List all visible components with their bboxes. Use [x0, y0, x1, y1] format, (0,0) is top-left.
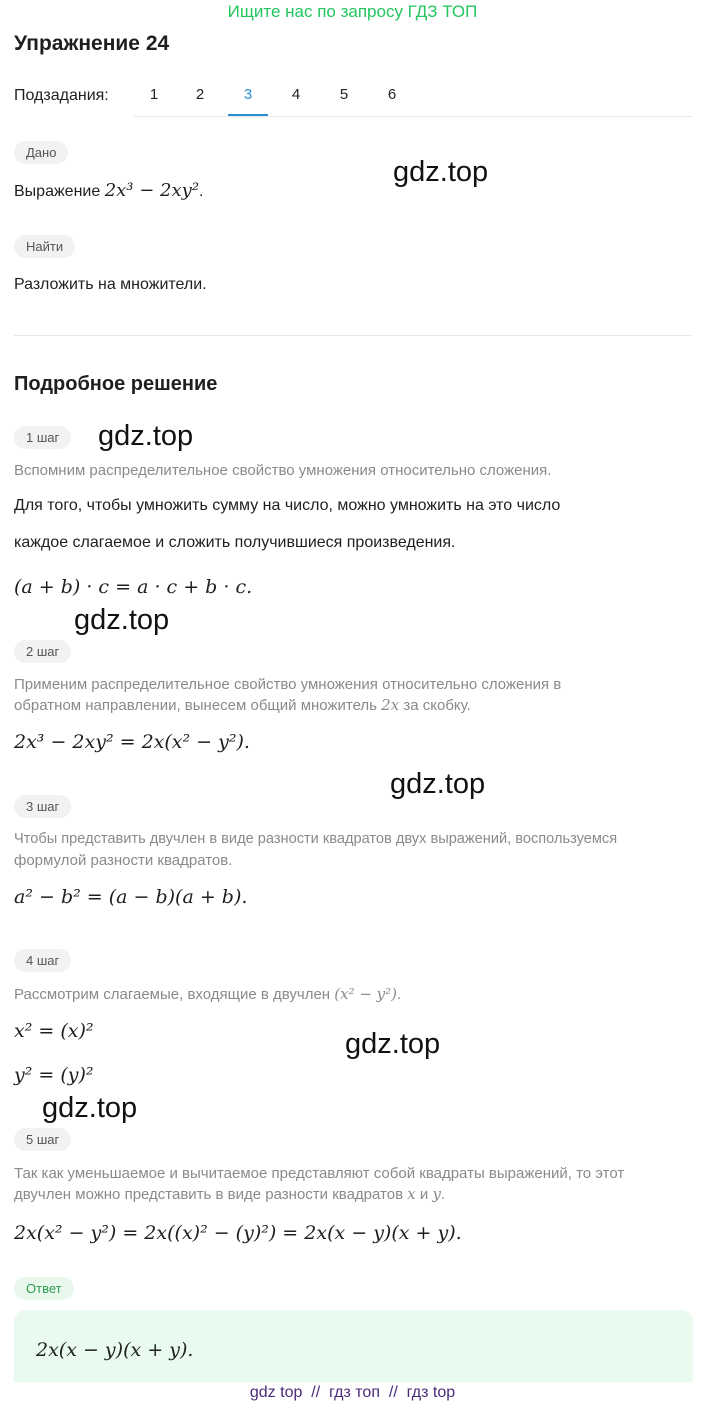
step-4-note-math: (x² − y²)	[334, 985, 398, 1003]
step-4-formula-1: x² = (x)²	[14, 1020, 94, 1042]
answer-chip-wrap	[14, 1277, 74, 1300]
tab-subtask-3[interactable]: 3	[243, 86, 253, 103]
footer-links[interactable]: gdz top // гдз топ // гдз top	[249, 1384, 456, 1401]
step-2-chip-wrap	[14, 640, 71, 663]
step-5-note-line1: Так как уменьшаемое и вычитаемое представляют собой квадраты выражений, то этот	[14, 1165, 625, 1182]
step-3-note-line2: формулой разности квадратов.	[14, 852, 233, 869]
answer-chip: Ответ	[14, 1277, 74, 1300]
tab-subtask-2[interactable]: 2	[195, 86, 205, 103]
step-2-note-prefix: обратном направлении, вынесем общий множитель	[14, 697, 377, 714]
step-4-note-prefix: Рассмотрим слагаемые, входящие в двучлен	[14, 986, 331, 1003]
step-2-note-line1: Применим распределительное свойство умножения относительно сложения в	[14, 676, 562, 693]
step-5-note-y: y	[432, 1185, 441, 1203]
step-5-chip: 5 шаг	[14, 1128, 71, 1151]
step-2-note-math: 2x	[381, 696, 400, 714]
find-chip: Найти	[14, 235, 75, 258]
tab-subtask-1[interactable]: 1	[149, 86, 159, 103]
tab-subtask-6[interactable]: 6	[387, 86, 397, 103]
tab-subtask-4[interactable]: 4	[291, 86, 301, 103]
find-text: Разложить на множители.	[14, 276, 207, 293]
step-5-note-and: и	[419, 1186, 429, 1203]
step-5-note-x: x	[407, 1185, 416, 1203]
promo-banner[interactable]: Ищите нас по запросу ГДЗ ТОП	[227, 2, 478, 21]
step-1-formula: (a + b) · c = a · c + b · c.	[14, 576, 253, 598]
watermark-1: gdz.top	[393, 156, 489, 188]
step-1-chip: 1 шаг	[14, 426, 71, 449]
step-4-chip-wrap	[14, 949, 71, 972]
step-5-chip-wrap	[14, 1128, 71, 1151]
given-text	[14, 180, 204, 201]
watermark-3: gdz.top	[74, 604, 170, 636]
step-4-note	[14, 984, 401, 1005]
step-1-text-line1: Для того, чтобы умножить сумму на число, можно умножить на это число	[14, 497, 561, 514]
active-tab-indicator	[228, 114, 268, 116]
subtasks-label: Подзадания:	[14, 87, 109, 104]
tab-subtask-5[interactable]: 5	[339, 86, 349, 103]
step-3-formula: a² − b² = (a − b)(a + b).	[14, 886, 248, 908]
watermark-6: gdz.top	[42, 1092, 138, 1124]
section-divider	[14, 335, 692, 336]
watermark-5: gdz.top	[345, 1028, 441, 1060]
given-prefix: Выражение	[14, 183, 101, 200]
given-chip-wrap	[14, 141, 68, 164]
step-2-note-suffix: за скобку.	[403, 697, 471, 714]
step-3-chip: 3 шаг	[14, 795, 71, 818]
step-1-text-line2: каждое слагаемое и сложить получившиеся произведения.	[14, 534, 456, 551]
step-2-formula: 2x³ − 2xy² = 2x(x² − y²).	[14, 731, 250, 753]
step-1-note: Вспомним распределительное свойство умножения относительно сложения.	[14, 462, 552, 479]
page-title: Упражнение 24	[14, 32, 170, 55]
given-suffix: .	[199, 183, 204, 200]
tabs-divider	[134, 116, 692, 117]
solution-title: Подробное решение	[14, 373, 218, 395]
step-5-note-prefix: двучлен можно представить в виде разности квадратов	[14, 1186, 404, 1203]
watermark-2: gdz.top	[98, 420, 194, 452]
find-chip-wrap	[14, 235, 75, 258]
step-1-chip-wrap	[14, 426, 71, 449]
watermark-4: gdz.top	[390, 768, 486, 800]
step-5-formula: 2x(x² − y²) = 2x((x)² − (y)²) = 2x(x − y)(x + y).	[14, 1222, 462, 1244]
step-5-note-line2	[14, 1184, 445, 1205]
step-2-chip: 2 шаг	[14, 640, 71, 663]
step-5-note-dot: .	[440, 1186, 446, 1203]
answer-formula: 2x(x − y)(x + y).	[36, 1339, 194, 1361]
step-3-note-line1: Чтобы представить двучлен в виде разности квадратов двух выражений, воспользуемся	[14, 831, 618, 847]
given-chip: Дано	[14, 141, 68, 164]
step-4-chip: 4 шаг	[14, 949, 71, 972]
step-4-note-suffix: .	[397, 986, 402, 1003]
step-2-note-line2	[14, 695, 471, 716]
step-3-chip-wrap	[14, 795, 71, 818]
given-expr: 2x³ − 2xy²	[104, 180, 200, 201]
step-4-formula-2: y² = (y)²	[14, 1064, 94, 1086]
